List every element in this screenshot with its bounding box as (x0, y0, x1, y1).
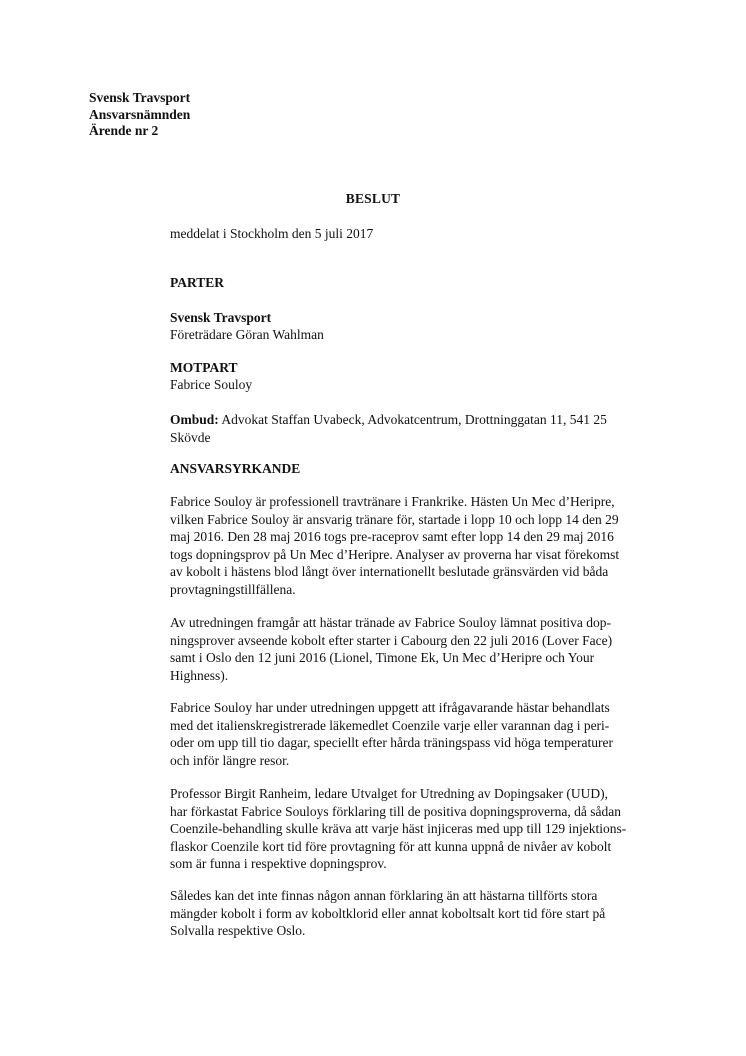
p2-line: Highness). (170, 667, 229, 683)
parter-section (170, 274, 662, 291)
motpart-name: Fabrice Souloy (170, 377, 253, 392)
p1-line: vilken Fabrice Souloy är ansvarig tränare för, startade i lopp 10 och lopp 14 den 29 (170, 511, 619, 527)
p2-line: Av utredningen framgår att hästar tränade av Fabrice Souloy lämnat positiva dop- (170, 615, 611, 630)
paragraph-1 (170, 493, 662, 598)
p1-line: Fabrice Souloy är professionell travtränare i Frankrike. Hästen Un Mec d’Heripre, (170, 494, 615, 509)
p4-line: har förkastat Fabrice Souloys förklaring till de positiva dopningsproverna, då sådan (170, 803, 622, 819)
party-block (170, 309, 662, 344)
document-title: BESLUT (345, 191, 401, 206)
parter-heading: PARTER (170, 275, 225, 290)
p1-line: togs dopningsprov på Un Mec d’Heripre. Analyser av proverna har visat förekomst (170, 546, 620, 562)
p3-line: med det italienskregistrerade läkemedlet Coenzile varje eller varannan dag i peri- (170, 717, 610, 733)
paragraph-4 (170, 785, 662, 873)
ansvarsyrkande-heading: ANSVARSYRKANDE (170, 461, 301, 476)
p2-line: ningsprover avseende kobolt efter starter i Cabourg den 22 juli 2016 (Lover Face) (170, 632, 613, 648)
ombud-text: Advokat Staffan Uvabeck, Advokatcentrum, Drottninggatan 11, 541 25 (218, 412, 607, 427)
paragraph-5 (170, 887, 662, 940)
dated-line-block (170, 225, 662, 243)
ombud-block (170, 411, 662, 446)
p3-line: och inför längre resor. (170, 752, 290, 768)
p5-line: Solvalla respektive Oslo. (170, 923, 306, 938)
p1-line: maj 2016. Den 28 maj 2016 togs pre-raceprov samt efter lopp 14 den 29 maj 2016 (170, 529, 614, 544)
p2-line: samt i Oslo den 12 juni 2016 (Lionel, Timone Ek, Un Mec d’Heripre och Your (170, 650, 595, 665)
document-header (89, 90, 190, 140)
ombud-line-2: Skövde (170, 429, 211, 445)
ombud-paragraph (170, 411, 662, 446)
p4-line: Professor Birgit Ranheim, ledare Utvalget for Utredning av Dopingsaker (UUD), (170, 786, 609, 801)
p4-line: Coenzile-behandling skulle kräva att varje häst injiceras med upp till 129 injektions- (170, 821, 627, 836)
ansvarsyrkande-section (170, 460, 662, 477)
ombud-line-1 (170, 411, 662, 429)
party-representative: Företrädare Göran Wahlman (170, 327, 324, 342)
p5-line: Således kan det inte finnas någon annan förklaring än att hästarna tillförts stora (170, 888, 598, 903)
dated-line: meddelat i Stockholm den 5 juli 2017 (170, 226, 374, 241)
p5-line: mängder kobolt i form av koboltklorid eller annat koboltsalt kort tid före start på (170, 905, 606, 921)
motpart-heading: MOTPART (170, 360, 238, 375)
header-committee: Ansvarsnämnden (89, 106, 191, 122)
party-name: Svensk Travsport (170, 310, 272, 325)
header-case-number: Ärende nr 2 (89, 123, 159, 138)
p4-line: som är funna i respektive dopningsprov. (170, 856, 387, 871)
p1-line: av kobolt i hästens blod långt över internationellt beslutade gränsvärden vid båda (170, 564, 609, 579)
p3-line: Fabrice Souloy har under utredningen uppgett att ifrågavarande hästar behandlats (170, 700, 610, 715)
motpart-section (170, 359, 662, 394)
ombud-label: Ombud: (170, 412, 219, 427)
p3-line: oder om upp till tio dagar, speciellt efter hårda träningspass vid höga temperaturer (170, 735, 613, 750)
paragraph-2 (170, 614, 662, 684)
header-organization: Svensk Travsport (89, 90, 191, 105)
paragraph-3 (170, 699, 662, 769)
p1-line: provtagningstillfällena. (170, 581, 296, 597)
p4-line: flaskor Coenzile kort tid före provtagning för att kunna uppnå de nivåer av kobolt (170, 838, 612, 854)
